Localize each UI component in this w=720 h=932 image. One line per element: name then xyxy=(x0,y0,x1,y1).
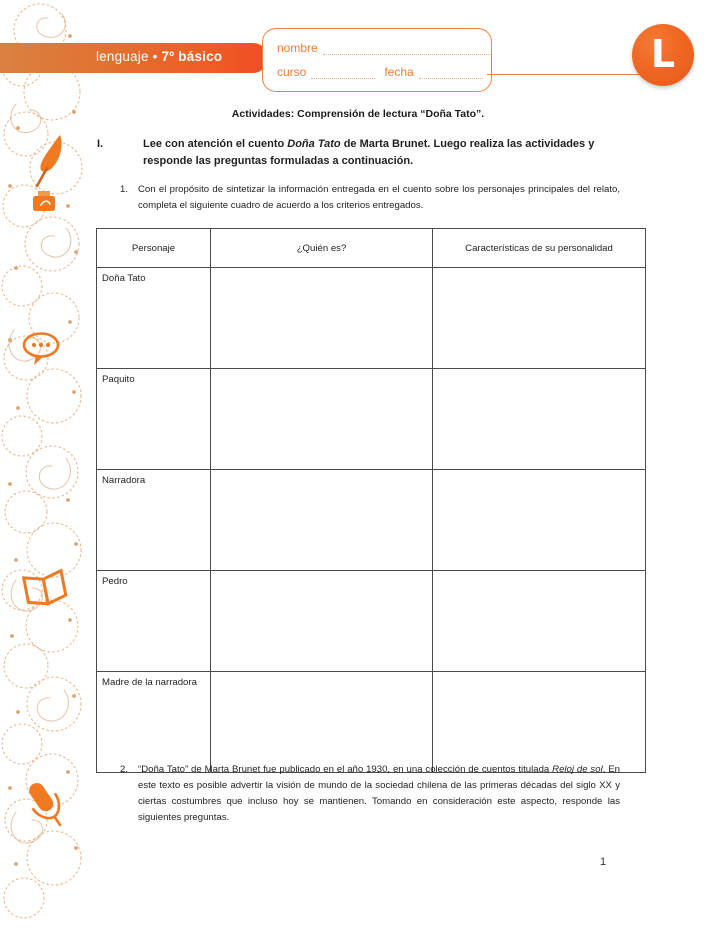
instruction-1-marker: 1. xyxy=(120,184,129,195)
instruction-2-text-before: “Doña Tato” de Marta Brunet fue publicado en el año 1930, en una colección de cuentos titulada xyxy=(138,764,553,775)
microphone-icon xyxy=(21,777,71,833)
column-header-personaje: Personaje xyxy=(97,229,211,268)
instruction-2-text-after: . En este texto es posible advertir la visión de mundo de la sociedad chilena de las primeras décadas del siglo XX y ciertas costumbres que incluso hoy se mantienen. Tomando en consideración este aspecto, responde las siguientes preguntas. xyxy=(138,764,620,823)
table-row xyxy=(97,571,646,672)
cell-personaje: Narradora xyxy=(97,470,211,571)
curso-label: curso xyxy=(277,65,307,79)
cell-quien-es[interactable] xyxy=(211,571,433,672)
instruction-2-text xyxy=(138,762,620,826)
cell-quien-es[interactable] xyxy=(211,369,433,470)
decorative-sidebar xyxy=(0,0,92,932)
cell-personaje: Pedro xyxy=(97,571,211,672)
instruction-2-marker: 2. xyxy=(120,764,129,775)
cell-caracteristicas[interactable] xyxy=(433,369,646,470)
instruction-roman-text-before: Lee con atención el cuento xyxy=(143,138,288,150)
instruction-roman-text-after: de Marta Brunet. Luego realiza las actividades y responde las preguntas formuladas a continuación. xyxy=(143,138,595,167)
nombre-field-row[interactable] xyxy=(277,37,491,55)
grade-level: 7º básico xyxy=(161,49,223,64)
nombre-input-line[interactable] xyxy=(323,42,491,55)
collection-title-italic: Reloj de sol xyxy=(552,764,603,775)
curso-input-line[interactable] xyxy=(311,66,375,79)
fecha-label: fecha xyxy=(384,65,414,79)
cell-caracteristicas[interactable] xyxy=(433,672,646,773)
character-table xyxy=(96,228,646,773)
cell-caracteristicas[interactable] xyxy=(433,268,646,369)
instruction-item-1 xyxy=(120,182,620,214)
table-row xyxy=(97,470,646,571)
cell-personaje: Paquito xyxy=(97,369,211,470)
page-number: 1 xyxy=(600,856,607,868)
table-header-row xyxy=(97,229,646,268)
curso-fecha-field-row[interactable] xyxy=(277,61,483,79)
table-row xyxy=(97,672,646,773)
instruction-roman-marker: I. xyxy=(97,138,104,150)
story-title-italic: Doña Tato xyxy=(287,138,341,150)
column-header-caracteristicas: Características de su personalidad xyxy=(433,229,646,268)
nombre-label: nombre xyxy=(277,41,318,55)
instruction-1-text: Con el propósito de sintetizar la información entregada en el cuento sobre los personajes principales del relato, completa el siguiente cuadro de acuerdo a los criterios entregados. xyxy=(138,184,620,211)
cell-personaje: Madre de la narradora xyxy=(97,672,211,773)
logo-letter: L xyxy=(650,31,676,76)
logo-badge xyxy=(632,24,694,86)
banner-separator: • xyxy=(152,49,158,64)
instruction-roman-i xyxy=(97,136,621,170)
cell-personaje: Doña Tato xyxy=(97,268,211,369)
table-row xyxy=(97,268,646,369)
cell-caracteristicas[interactable] xyxy=(433,470,646,571)
cell-caracteristicas[interactable] xyxy=(433,571,646,672)
subject-name: lenguaje xyxy=(96,49,149,64)
cell-quien-es[interactable] xyxy=(211,268,433,369)
cell-quien-es[interactable] xyxy=(211,672,433,773)
instruction-item-2 xyxy=(120,762,620,826)
instruction-roman-body xyxy=(143,136,621,170)
table-row xyxy=(97,369,646,470)
header-band xyxy=(0,43,268,73)
column-header-quien-es: ¿Quién es? xyxy=(211,229,433,268)
cell-quien-es[interactable] xyxy=(211,470,433,571)
subject-banner-label xyxy=(96,49,222,64)
page-title: Actividades: Comprensión de lectura “Doña Tato”. xyxy=(231,108,485,120)
student-info-fields xyxy=(262,28,492,92)
fecha-input-line[interactable] xyxy=(419,66,483,79)
